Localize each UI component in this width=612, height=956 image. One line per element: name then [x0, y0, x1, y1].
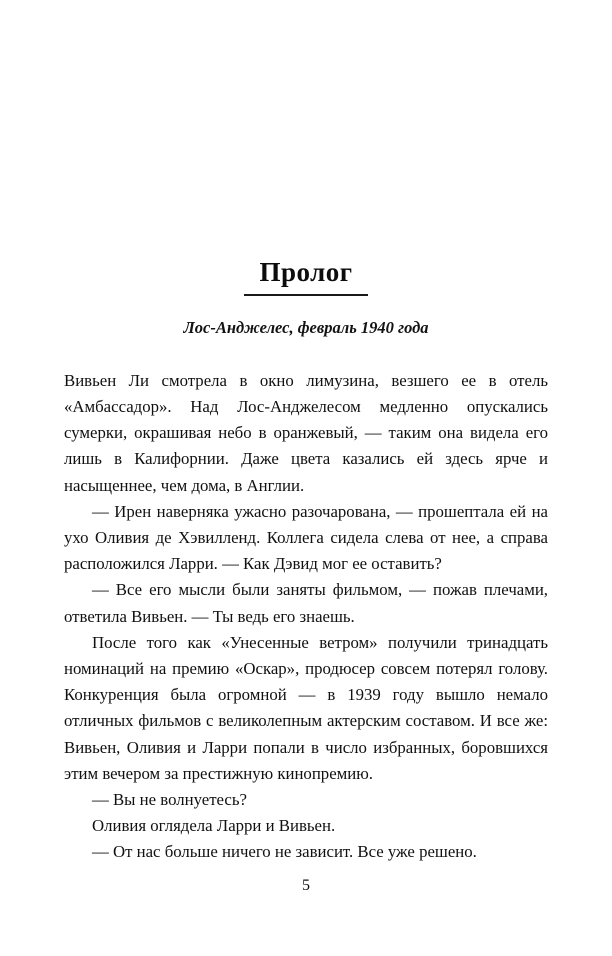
- paragraph: — Ирен наверняка ужасно разочарована, — прошептала ей на ухо Оливия де Хэвилленд. Коллега сидела слева от нее, а справа расположился Ларри. — Как Дэвид мог ее оставить?: [64, 501, 548, 574]
- paragraph: — Вы не волнуетесь?: [92, 789, 247, 809]
- title-divider: [244, 294, 368, 296]
- paragraph: Оливия оглядела Ларри и Вивьен.: [92, 816, 336, 836]
- paragraph: После того как «Унесенные ветром» получили тринадцать номинаций на премию «Оскар», продюсер совсем потерял голову. Конкуренция была огромной — в 1939 году вышло немало отличных фильмов с великолепным актерским составом. И все же: Вивьен, Оливия и Ларри попали в число избранных, боровшихся этим вечером за престижную кинопремию.: [64, 632, 548, 783]
- page-title: Пролог: [259, 257, 353, 287]
- body-text: [64, 368, 548, 866]
- paragraph: — Все его мысли были заняты фильмом, — пожав плечами, ответила Вивьен. — Ты ведь его знаешь.: [64, 580, 548, 626]
- page-number: 5: [302, 877, 310, 894]
- paragraph: Вивьен Ли смотрела в окно лимузина, везшего ее в отель «Амбассадор». Над Лос-Анджелесом медленно опускались сумерки, окрашивая небо в оранжевый, — таким она видела его лишь в Калифорнии. Даже цвета казались ей здесь ярче и насыщеннее, чем дома, в Англии.: [64, 370, 548, 495]
- chapter-subtitle: Лос-Анджелес, февраль 1940 года: [183, 317, 429, 337]
- page-content: [64, 258, 548, 866]
- paragraph: — От нас больше ничего не зависит. Все уже решено.: [92, 842, 477, 862]
